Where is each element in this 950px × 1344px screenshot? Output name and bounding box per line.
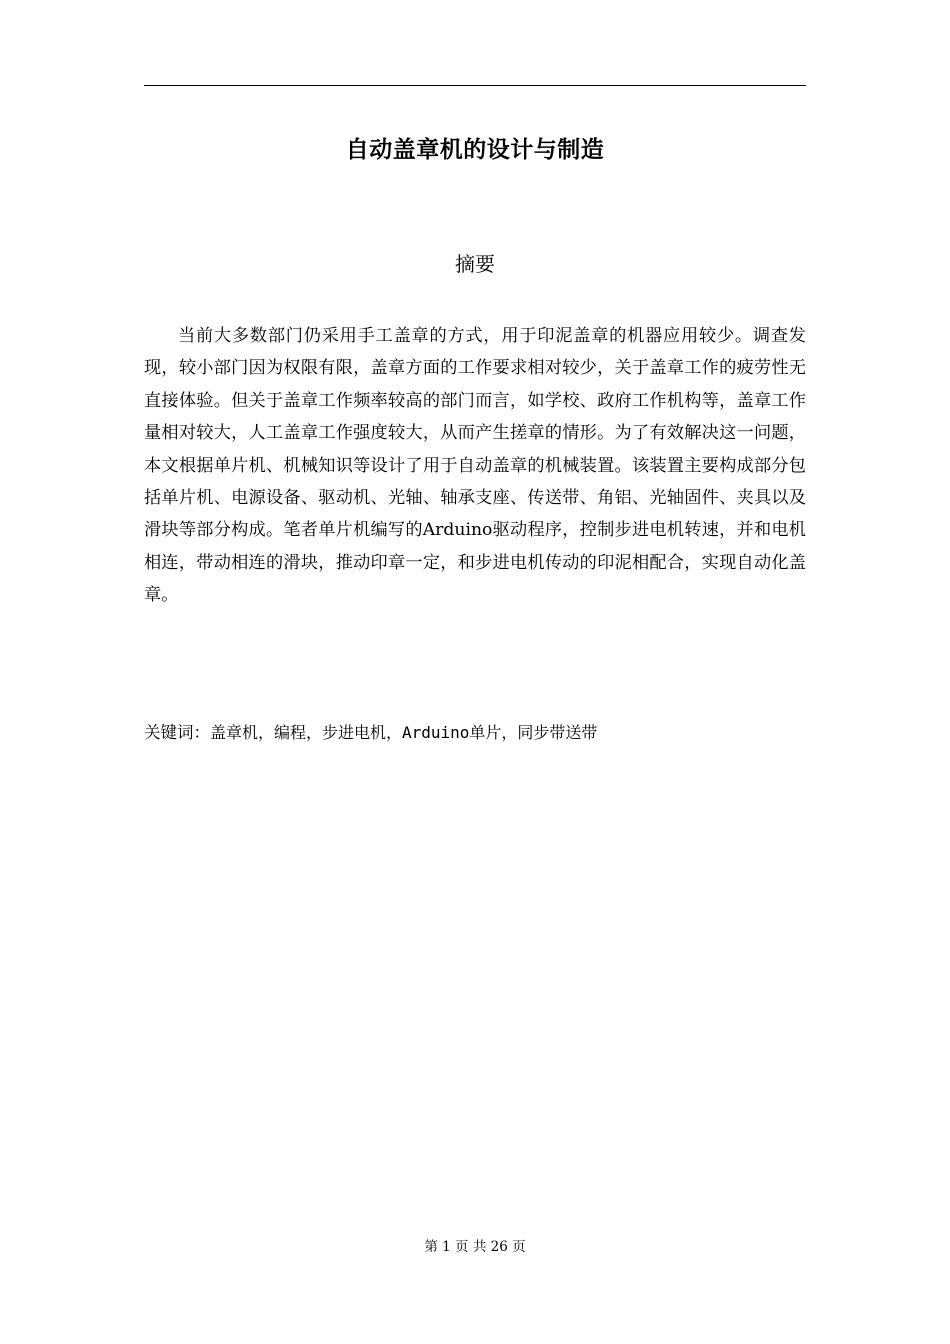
document-title: 自动盖章机的设计与制造 bbox=[345, 137, 605, 163]
abstract-paragraph: 当前大多数部门仍采用手工盖章的方式，用于印泥盖章的机器应用较少。调查发现，较小部门因为权限有限，盖章方面的工作要求相对较少，关于盖章工作的疲劳性无直接体验。但关于盖章工作频率较高的部门而言，如学校、政府工作机构等，盖章工作量相对较大，人工盖章工作强度较大，从而产生搓章的情形。为了有效解决这一问题，本文根据单片机、机械知识等设计了用于自动盖章的机械装置。该装置主要构成部分包括单片机、电源设备、驱动机、光轴、轴承支座、传送带、角铝、光轴固件、夹具以及滑块等部分构成。笔者单片机编写的Arduino驱动程序，控制步进电机转速，并和电机相连，带动相连的滑块，推动印章一定，和步进电机传动的印泥相配合，实现自动化盖章。 bbox=[144, 326, 806, 606]
keywords-line bbox=[144, 718, 806, 748]
keywords-values: 盖章机，编程，步进电机，Arduino单片，同步带送带 bbox=[210, 723, 598, 742]
keywords-label: 关键词： bbox=[144, 723, 210, 742]
page-number-footer: 第 1 页 共 26 页 bbox=[424, 1239, 526, 1255]
abstract-heading: 摘要 bbox=[455, 252, 495, 276]
header-rule bbox=[144, 85, 806, 86]
